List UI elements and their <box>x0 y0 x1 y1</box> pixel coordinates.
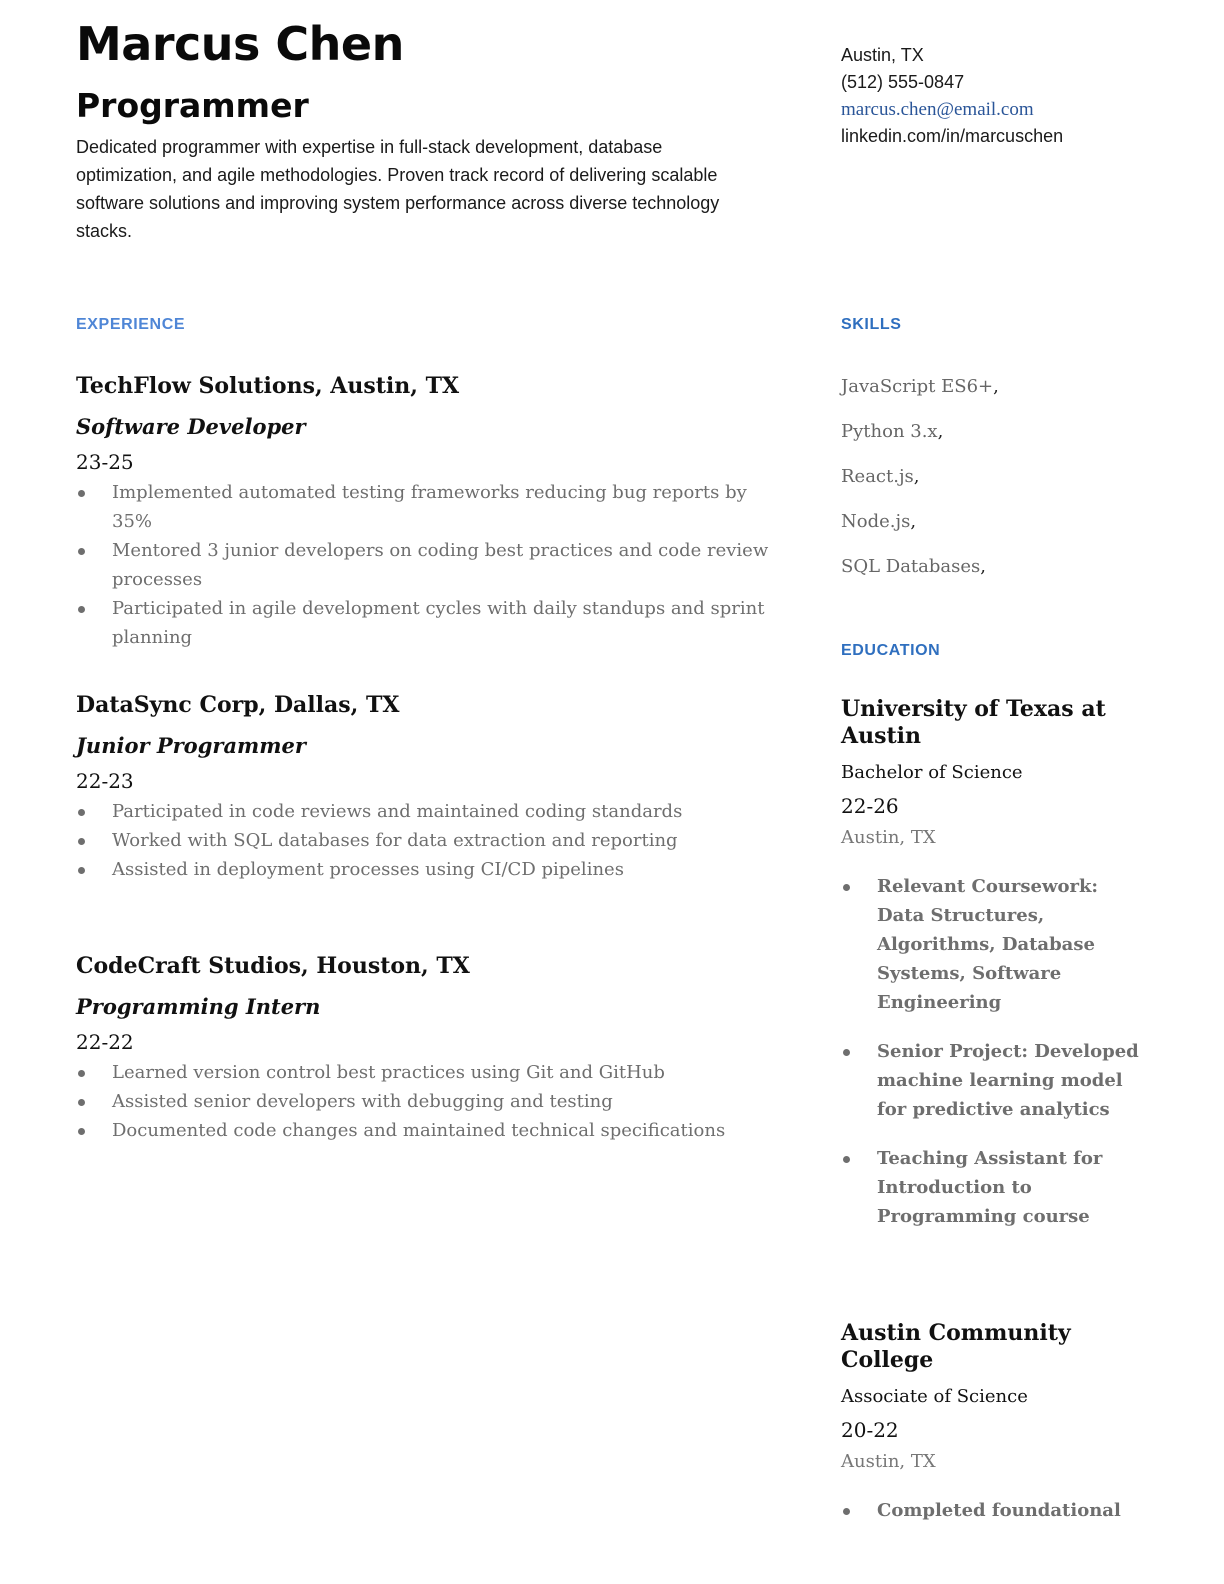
skill-item <box>841 499 1171 544</box>
experience-heading: EXPERIENCE <box>76 316 186 333</box>
bullet-icon <box>843 1049 850 1056</box>
skill-item <box>841 454 1171 499</box>
contact-phone: (512) 555-0847 <box>841 72 965 92</box>
job-dates: 22-23 <box>76 769 134 793</box>
school-name: University of Texas at Austin <box>841 696 1106 749</box>
bullet-icon <box>78 606 85 613</box>
bullet-icon <box>78 867 85 874</box>
list-item <box>76 478 776 536</box>
education-heading: EDUCATION <box>841 642 941 659</box>
bullet-icon <box>78 838 85 845</box>
job-company: TechFlow Solutions, Austin, TX <box>76 373 460 399</box>
list-item <box>76 826 776 855</box>
bullet-icon <box>78 809 85 816</box>
bullet-text: Relevant Coursework: Data Structures, Algorithms, Database Systems, Software Engineering <box>877 876 1099 1013</box>
skill-separator: , <box>993 376 999 397</box>
job-dates: 22-22 <box>76 1030 134 1054</box>
skill-name: SQL Databases <box>841 556 981 577</box>
job-title: Software Developer <box>76 414 306 439</box>
education-dates: 22-26 <box>841 794 899 818</box>
skill-name: React.js <box>841 466 914 487</box>
contact-location: Austin, TX <box>841 45 924 65</box>
bullet-icon <box>843 884 850 891</box>
skill-name: Node.js <box>841 511 911 532</box>
degree: Bachelor of Science <box>841 762 1023 783</box>
list-item <box>76 1116 776 1145</box>
bullet-icon <box>78 490 85 497</box>
bullet-icon <box>843 1156 850 1163</box>
bullet-text: Worked with SQL databases for data extraction and reporting <box>112 830 678 851</box>
skill-separator: , <box>937 421 944 442</box>
education-bullets <box>841 872 1141 1231</box>
list-item <box>841 872 1141 1017</box>
job-bullets <box>76 797 776 884</box>
education-bullets <box>841 1496 1141 1525</box>
skill-name: Python 3.x <box>841 421 938 442</box>
list-item <box>841 1144 1141 1231</box>
contact-email-link[interactable]: marcus.chen@email.com <box>841 99 1034 120</box>
skill-name: JavaScript ES6+ <box>841 376 994 397</box>
contact-linkedin: linkedin.com/in/marcuschen <box>841 126 1064 146</box>
job-company: DataSync Corp, Dallas, TX <box>76 692 400 718</box>
bullet-icon <box>78 1099 85 1106</box>
skill-separator: , <box>980 556 987 577</box>
experience-entry <box>76 371 776 652</box>
education-entry <box>841 696 1141 1251</box>
bullet-text: Senior Project: Developed machine learning model for predictive analytics <box>877 1041 1139 1120</box>
bullet-icon <box>78 548 85 555</box>
list-item <box>76 855 776 884</box>
bullet-text: Assisted in deployment processes using CI/CD pipelines <box>112 859 624 880</box>
job-title: Junior Programmer <box>76 733 306 758</box>
bullet-text: Learned version control best practices using Git and GitHub <box>112 1062 665 1083</box>
list-item <box>76 536 776 594</box>
skills-list <box>841 364 1171 589</box>
list-item <box>841 1037 1141 1124</box>
bullet-icon <box>843 1508 850 1515</box>
bullet-text: Implemented automated testing frameworks reducing bug reports by 35% <box>112 482 747 532</box>
education-location: Austin, TX <box>841 1451 936 1472</box>
education-entry <box>841 1320 1141 1545</box>
list-item <box>76 594 776 652</box>
job-bullets <box>76 1058 776 1145</box>
school-name: Austin Community College <box>841 1320 1071 1373</box>
candidate-title: Programmer <box>76 86 309 125</box>
bullet-text: Participated in agile development cycles with daily standups and sprint planning <box>112 598 765 648</box>
candidate-name: Marcus Chen <box>76 17 404 71</box>
skill-separator: , <box>910 511 917 532</box>
skill-item <box>841 409 1171 454</box>
education-location: Austin, TX <box>841 827 936 848</box>
bullet-icon <box>78 1128 85 1135</box>
bullet-text: Documented code changes and maintained technical specifications <box>112 1120 726 1141</box>
skill-separator: , <box>913 466 920 487</box>
skill-item <box>841 544 1171 589</box>
bullet-text: Completed foundational <box>877 1500 1121 1521</box>
skill-item <box>841 364 1171 409</box>
experience-entry <box>76 951 776 1145</box>
bullet-text: Teaching Assistant for Introduction to Programming course <box>877 1148 1103 1227</box>
professional-summary: Dedicated programmer with expertise in full-stack development, database optimization, and agile methodologies. Proven track record of delivering scalable software solutions and improving system performance across diverse technology stacks. <box>76 137 720 241</box>
bullet-text: Participated in code reviews and maintained coding standards <box>112 801 683 822</box>
education-dates: 20-22 <box>841 1418 899 1442</box>
job-bullets <box>76 478 776 652</box>
experience-entry <box>76 690 776 884</box>
list-item <box>76 1058 776 1087</box>
contact-block <box>841 42 1161 150</box>
degree: Associate of Science <box>841 1386 1028 1407</box>
bullet-text: Assisted senior developers with debugging and testing <box>112 1091 613 1112</box>
job-company: CodeCraft Studios, Houston, TX <box>76 953 470 979</box>
job-dates: 23-25 <box>76 450 134 474</box>
list-item <box>76 1087 776 1116</box>
list-item <box>841 1496 1141 1525</box>
bullet-icon <box>78 1070 85 1077</box>
job-title: Programming Intern <box>76 994 321 1019</box>
skills-heading: SKILLS <box>841 316 902 333</box>
list-item <box>76 797 776 826</box>
bullet-text: Mentored 3 junior developers on coding best practices and code review processes <box>112 540 769 590</box>
